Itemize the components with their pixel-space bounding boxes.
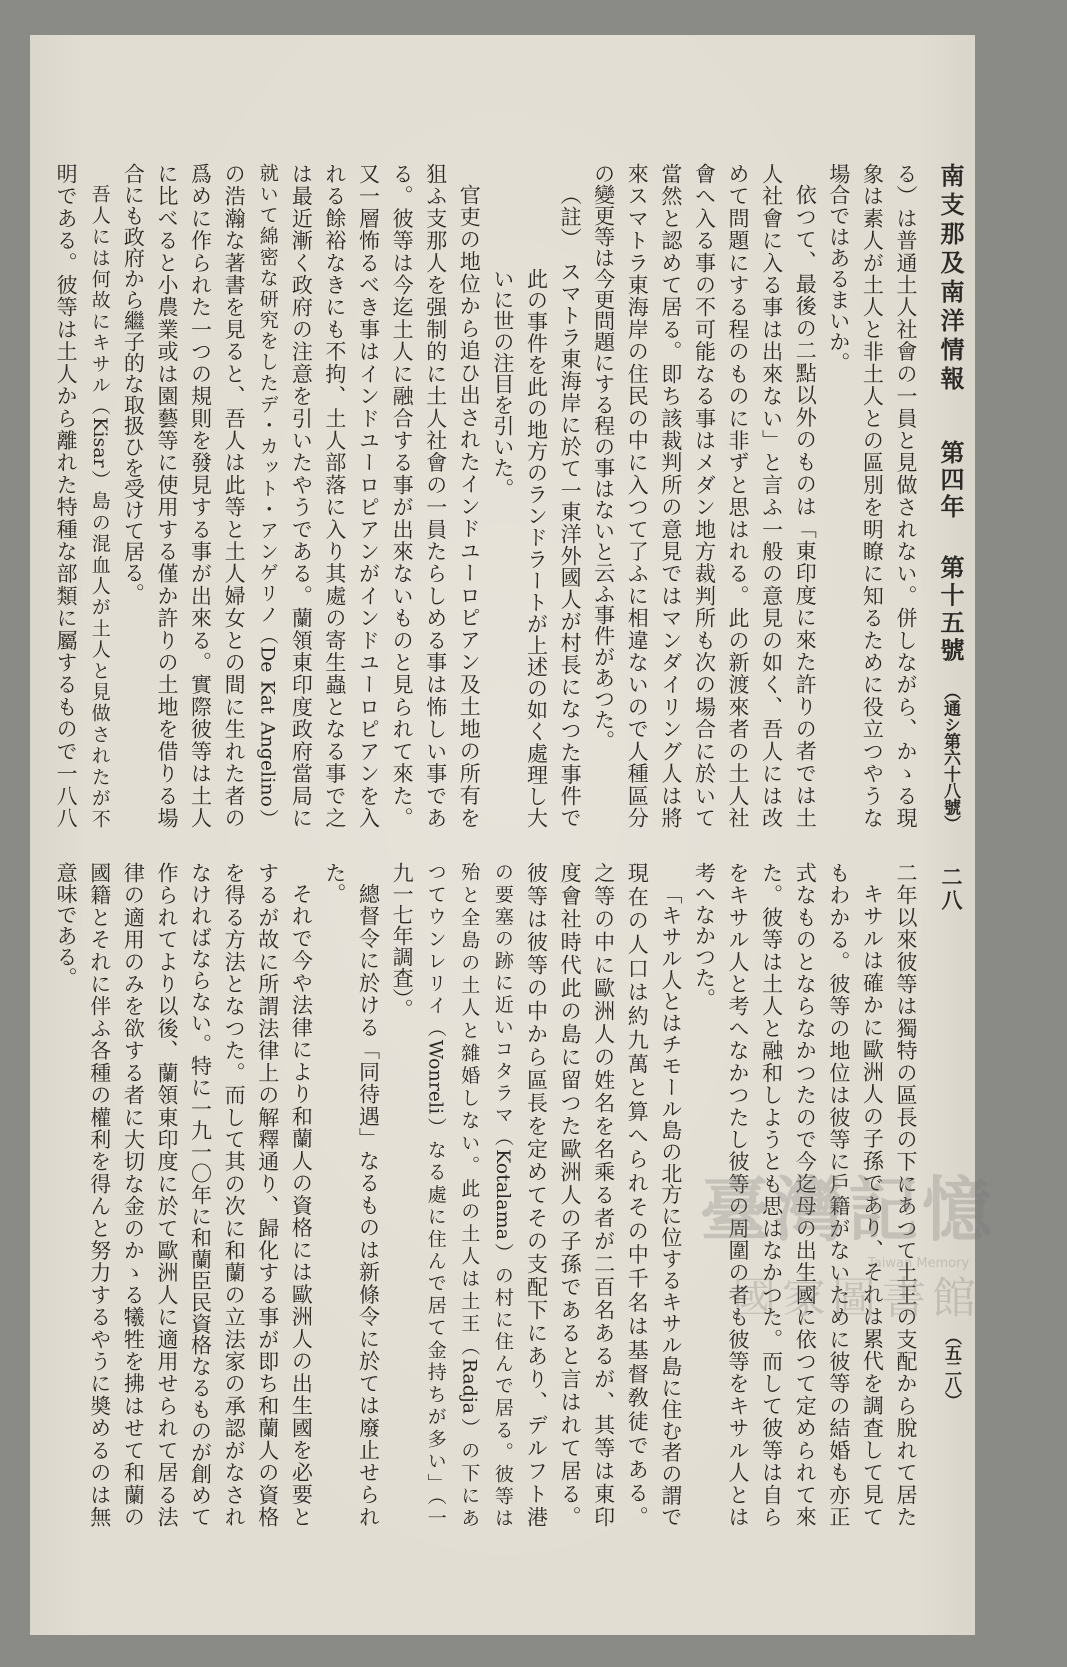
text-column: 二年以來彼等は獨特の區長の下にあつて土王の支配から脫れて居た (894, 862, 918, 1527)
text-column: 明である。彼等は土人から離れた特種な部類に屬するもので一八八 (54, 163, 79, 828)
text-column: 當然と認めて居る。即ち該裁判所の意見ではマンダイリング人は將 (658, 163, 683, 828)
cumulative-page-number: （五二八） (941, 1328, 961, 1408)
text-column: た。 (322, 862, 347, 904)
text-column: に比べると小農業或は園藝等に使用する僅か許りの土地を借りる場 (154, 163, 179, 828)
text-column: れる餘裕なきにも不拘、土人部落に入り其處の寄生蟲となる事で之 (322, 163, 347, 828)
text-column: 國籍とそれに伴ふ各種の權利を得んと努力するやうに奬めるのは無 (87, 862, 112, 1527)
text-column: る）は普通土人社會の一員と見做されない。併しながら、かゝる現 (894, 163, 918, 828)
running-header-title: 南支那及南洋情報 (936, 163, 965, 395)
text-column: 爲めに作られた一つの規則を發見する事が出來る。實際彼等は土人 (188, 163, 213, 828)
text-column: を得る方法となつた。而して其の次に和蘭の立法家の承認がなされ (222, 862, 247, 1527)
upper-text-block (48, 163, 922, 828)
watermark-logo-english: Taiwan Memory (868, 1256, 970, 1271)
quotation-column: 現在の人口は約九萬と算へられその中千名は基督敎徒である。 (625, 862, 650, 1527)
text-column: る。彼等は今迄土人に融合する事が出來ないものと見られて來た。 (390, 163, 415, 828)
running-header-issue: 第十五號 (936, 555, 965, 665)
quotation-column: 度會社時代此の島に留つた歐洲人の子孫であると言はれて居る。 (558, 862, 583, 1527)
text-column: 狙ふ支那人を强制的に土人社會の一員たらしめる事は怖しい事であ (423, 163, 448, 828)
text-column: 會へ入る事の不可能なる事はメダン地方裁判所も次の場合に於いて (692, 163, 717, 828)
text-column: 來スマトラ東海岸の住民の中に入つて了ふに相違ないので人種區分 (625, 163, 650, 828)
text-column: なければならない。特に一九一〇年に和蘭臣民資格なるものが創めて (188, 862, 213, 1527)
text-column: 象は素人が土人と非土人との區別を明瞭に知るために役立つやうな (860, 163, 885, 828)
footnote-column: 此の事件を此の地方のランドラートが上述の如く處理し大 (524, 268, 549, 828)
text-column: もわかる。彼等の地位は彼等に戶籍がないために彼等の結婚も亦正 (826, 862, 851, 1527)
text-column: キサルは確かに歐洲人の子孫であり、それは累代を調査して見て (860, 883, 885, 1527)
text-column: 就いて綿密な研究をしたデ・カット・アンゲリノ（De Kat Angelino） (256, 163, 279, 828)
page-number: 二八 (939, 866, 964, 912)
text-column: 場合ではあるまいか。 (826, 163, 851, 373)
text-column: をキサル人と考へなかつたし彼等の周圍の者も彼等をキサル人とは (726, 862, 751, 1527)
text-column: 吾人には何故にキサル（Kisar）島の混血人が土人と見做されたが不 (88, 184, 111, 828)
text-column: 官吏の地位から追ひ出されたインドユーロピアン及土地の所有を (457, 184, 482, 828)
text-column: 作られてより以後、蘭領東印度に於て歐洲人に適用せられて居る法 (154, 862, 179, 1527)
text-column: 意味である。 (54, 862, 79, 988)
text-column: の變更等は今更問題にする程の事はないと云ふ事件があつた。 (591, 163, 616, 751)
quotation-column: 彼等は彼等の中から區長を定めてその支配下にあり、デルフト港 (524, 862, 549, 1527)
quotation-column: 九一七年調査）。 (390, 862, 415, 1020)
quotation-column: 殆と全島の土人と雜婚しない。此の土人は土王（Radja）の下にあ (458, 862, 481, 1527)
text-column: た。彼等は土人と融和しようとも思はなかつた。而して彼等は自ら (759, 862, 784, 1527)
text-column: めて問題にする程のものに非ずと思はれる。此の新渡來者の土人社 (726, 163, 751, 828)
text-column: するが故に所謂法律上の解釋通り、歸化する事が即ち和蘭人の資格 (255, 862, 280, 1527)
text-column: は最近漸く政府の注意を引いたやうである。蘭領東印度政府當局に (289, 163, 314, 828)
text-column: の浩瀚な著書を見ると、吾人は此等と土人婦女との間に生れた者の (222, 163, 247, 828)
text-column: 人社會に入る事は出來ない」と言ふ一般の意見の如く、吾人には改 (759, 163, 784, 828)
footnote-column: （註） スマトラ東海岸に於て一東洋外國人が村長になつた事件で (558, 184, 583, 828)
text-column: 依つて、最後の二點以外のものは「東印度に來た許りの者では土 (793, 184, 818, 828)
text-column: 合にも政府から繼子的な取扱ひを受けて居る。 (121, 163, 146, 604)
running-header-serial: （通シ第六十八號） (940, 683, 960, 832)
watermark-logo: 臺灣記憶 (700, 1168, 996, 1251)
text-column: 式なものとならなかつたので今迄母の出生國に依つて定められて來 (793, 862, 818, 1527)
text-column: 律の適用のみを欲する者に大切な金のかゝる犧牲を拂はせて和蘭の (121, 862, 146, 1527)
text-column: 考へなかつた。 (692, 862, 717, 1009)
text-column: 總督令に於ける「同待遇」なるものは新條令に於ては廢止せられ (356, 883, 381, 1527)
text-column: 又一層怖るべき事はインドユーロピアンがインドユーロピアンを入 (356, 163, 381, 828)
quotation-column: の要塞の跡に近いコタラマ（Kotalama）の村に住んで居る。彼等は (491, 862, 514, 1527)
quotation-column: 「キサル人とはチモール島の北方に位するキサル島に住む者の謂で (658, 883, 683, 1527)
quotation-column: つてウンレリイ（Wonreli）なる處に住んで居て金持ちが多い」（一 (424, 862, 447, 1527)
watermark-institution: 國家圖書館 (732, 1273, 982, 1324)
running-header-volume: 第四年 (936, 440, 965, 521)
quotation-column: 之等の中に歐洲人の姓名を名乘る者が二百名あるが、其等は東印 (591, 862, 616, 1527)
footnote-column: いに世の注目を引いた。 (490, 268, 515, 499)
text-column: それで今や法律により和蘭人の資格には歐洲人の出生國を必要と (289, 883, 314, 1527)
